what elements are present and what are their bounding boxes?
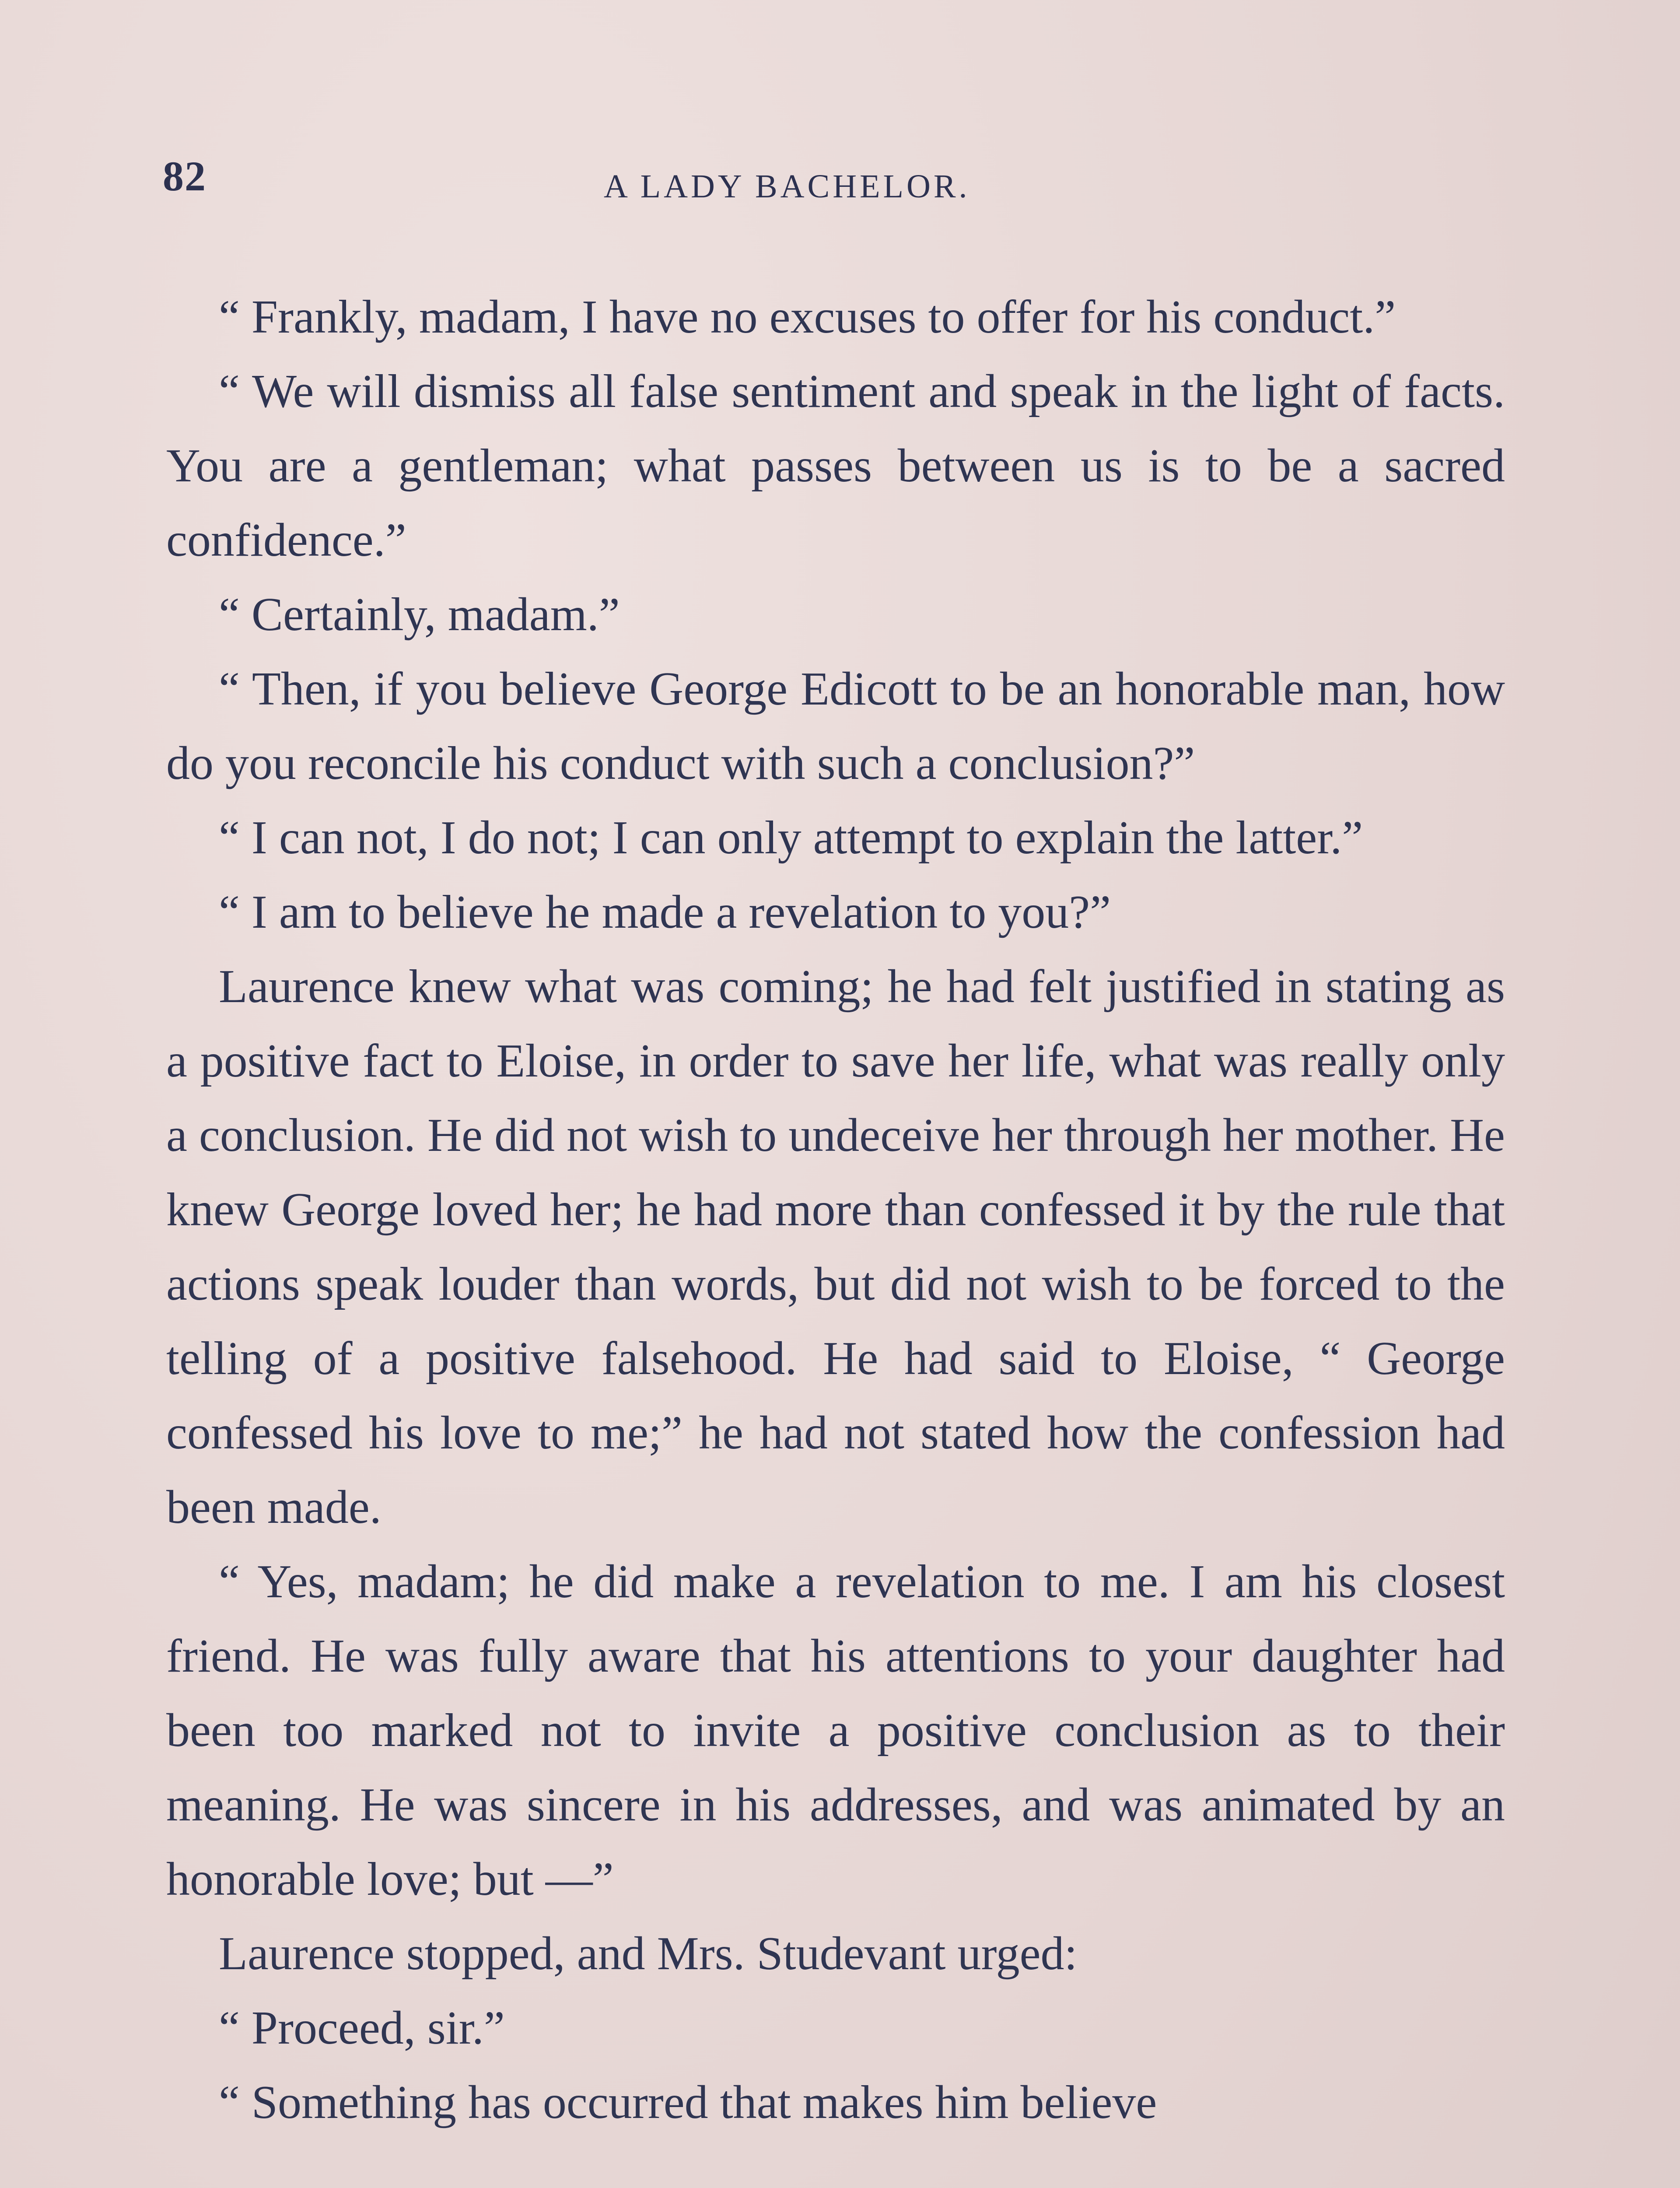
paragraph: “ I can not, I do not; I can only attempt to explain the latter.” bbox=[219, 812, 1363, 864]
paragraph: “ Then, if you believe George Edicott to be an honorable man, how do you reconcile his conduct with such a conclusion?” bbox=[166, 663, 1505, 789]
paragraph: “ Proceed, sir.” bbox=[219, 2002, 505, 2054]
paragraph: Laurence knew what was coming; he had felt justified in stating as a positive fact to Eloise, in order to save her life, what was really only a conclusion. He did not wish to undeceive her through her mother. He knew George loved her; he had more than confessed it by the rule that actions speak louder than words, but did not wish to be forced to the telling of a positive falsehood. He had said to Eloise, “ George confessed his love to me;” he had not stated how the confession had been made. bbox=[166, 961, 1505, 1533]
paragraph: “ I am to believe he made a revelation to you?” bbox=[219, 886, 1111, 938]
paragraph: “ Frankly, madam, I have no excuses to offer for his conduct.” bbox=[219, 291, 1396, 343]
paragraph: “ Something has occurred that makes him believe bbox=[219, 2076, 1157, 2128]
body-text bbox=[166, 280, 1505, 2140]
paragraph: “ We will dismiss all false sentiment and speak in the light of facts. You are a gentleman; what passes between us is to be a sacred confidence.” bbox=[166, 365, 1505, 566]
paragraph: “ Certainly, madam.” bbox=[219, 589, 620, 641]
paragraph: “ Yes, madam; he did make a revelation to me. I am his closest friend. He was fully aware that his attentions to your daughter had been too marked not to invite a positive conclusion as to their meaning. He was sincere in his addresses, and was animated by an honorable love; but —” bbox=[166, 1556, 1505, 1905]
paragraph: Laurence stopped, and Mrs. Studevant urged: bbox=[219, 1928, 1078, 1980]
running-title: A LADY BACHELOR. bbox=[604, 168, 970, 205]
page-number: 82 bbox=[163, 153, 206, 200]
